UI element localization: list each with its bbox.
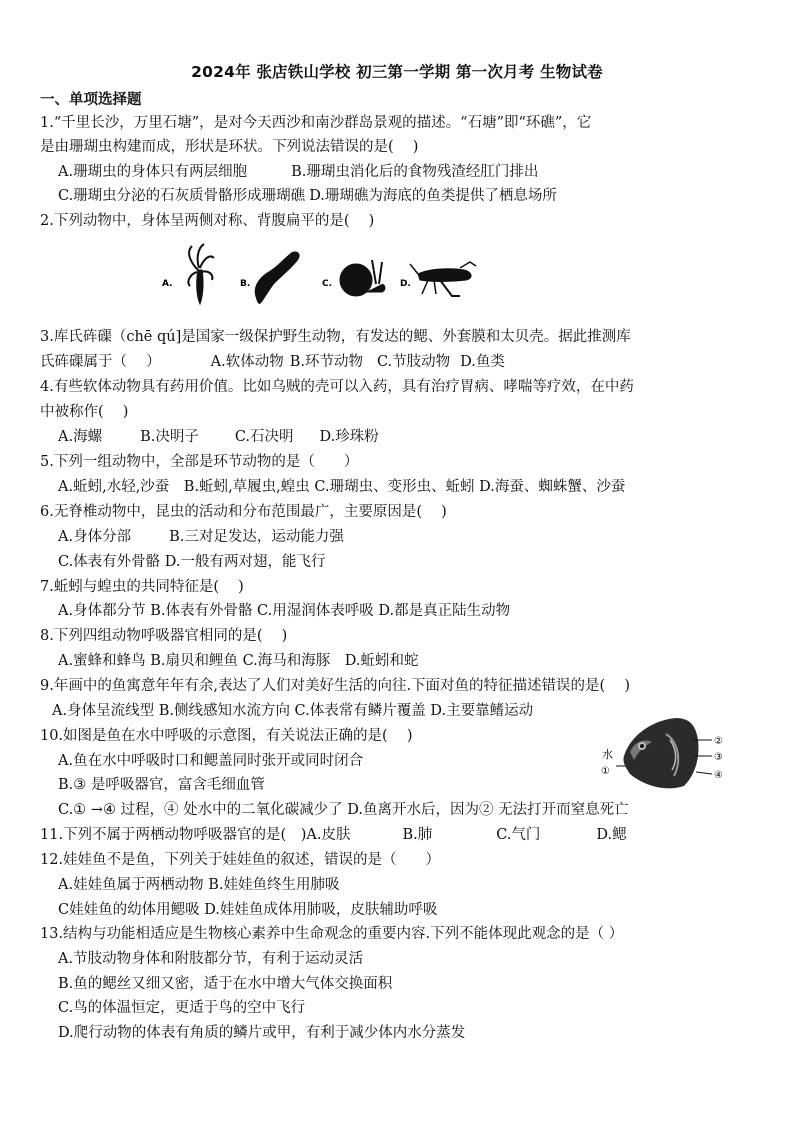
q12-stem: 12.娃娃鱼不是鱼，下列关于娃娃鱼的叙述，错误的是（ ） xyxy=(40,852,441,868)
q5-options: A.蚯蚓,水轻,沙蚕 B.蚯蚓,草履虫,蝗虫 C.珊瑚虫、变形虫、蚯蚓 D.海蚕、蜘蛛蟹、沙蚕 xyxy=(58,479,626,495)
q11-row xyxy=(40,826,627,844)
q10-option-a: A.鱼在水中呼吸时口和鳃盖同时张开或同时闭合 xyxy=(58,753,364,769)
q6-stem: 6.无脊椎动物中，昆虫的活动和分布范围最广，主要原因是( ) xyxy=(40,504,447,520)
q6-option-b: B.三对足发达，运动能力强 xyxy=(169,529,344,545)
q3-stem-line2-row xyxy=(40,353,505,371)
q11-option-c: C.气门 xyxy=(496,827,541,843)
q11-stem: 11.下列不属于两栖动物呼吸器官的是( )A.皮肤 xyxy=(40,827,351,843)
q4-option-d: D.珍珠粉 xyxy=(319,429,379,445)
q1-option-d: D.珊瑚礁为海底的鱼类提供了栖息场所 xyxy=(309,188,557,204)
q1-options-row2 xyxy=(58,187,557,205)
q2-label-b: B. xyxy=(240,279,251,289)
q3-option-a: A.软体动物 xyxy=(210,354,284,370)
q13-option-a: A.节肢动物身体和附肢都分节，有利于运动灵活 xyxy=(58,951,364,967)
fish-respiration-diagram xyxy=(600,712,730,792)
q10-options-cd: C.① →④ 过程，④ 处水中的二氧化碳减少了 D.鱼离开水后，因为② 无法打开而窒息死亡 xyxy=(58,802,629,818)
q13-option-d: D.爬行动物的体表有角质的鳞片或甲，有利于减少体内水分蒸发 xyxy=(58,1025,466,1041)
q2-label-c: C. xyxy=(322,279,333,289)
exam-title: 2024年 张店铁山学校 初三第一学期 第一次月考 生物试卷 xyxy=(191,63,603,81)
fish-head-icon xyxy=(623,718,698,788)
fish-water-label: 水 xyxy=(602,748,613,761)
q6-option-a: A.身体分部 xyxy=(58,529,132,545)
q5-stem: 5.下列一组动物中，全部是环节动物的是（ ） xyxy=(40,454,359,470)
q7-options: A.身体都分节 B.体表有外骨骼 C.用湿润体表呼吸 D.都是真正陆生动物 xyxy=(58,603,511,619)
q1-stem-line1: 1.“千里长沙，万里石塘”，是对今天西沙和南沙群岛景观的描述。“石塘”即“环礁”，它 xyxy=(40,115,592,131)
q7-stem: 7.蚯蚓与蝗虫的共同特征是( ) xyxy=(40,579,244,595)
q13-option-c: C.鸟的体温恒定，更适于鸟的空中飞行 xyxy=(58,1000,306,1016)
q2-stem: 2.下列动物中，身体呈两侧对称、背腹扁平的是( ) xyxy=(40,213,375,229)
snail-icon xyxy=(340,260,385,296)
leech-icon xyxy=(255,251,300,304)
q4-stem-line2: 中被称作( ) xyxy=(40,404,129,420)
q4-option-c: C.石决明 xyxy=(234,429,294,445)
q4-options xyxy=(58,428,379,446)
grasshopper-icon xyxy=(410,262,476,296)
q1-stem-line2: 是由珊瑚虫构建而成，形状是环状。下列说法错误的是( ) xyxy=(40,139,419,155)
q4-option-b: B.决明子 xyxy=(140,429,199,445)
q10-option-b: B.③ 是呼吸器官，富含毛细血管 xyxy=(58,777,265,793)
q3-stem-line1: 3.库氏砗磲（chē qú]是国家一级保护野生动物，有发达的鳃、外套膜和太贝壳。据此推测库 xyxy=(40,329,631,345)
q1-option-a: A.珊瑚虫的身体只有两层细胞 xyxy=(58,164,248,180)
q3-option-c: C.节肢动物 xyxy=(376,354,451,370)
q1-option-c: C.珊瑚虫分泌的石灰质骨骼形成珊瑚礁 xyxy=(58,188,306,204)
q6-options-row2: C.体表有外骨骼 D.一般有两对翅，能飞行 xyxy=(58,554,326,570)
q2-animals-figure xyxy=(160,240,480,310)
fish-label-3: ③ xyxy=(714,752,723,763)
q8-options: A.蜜蜂和蜂鸟 B.扇贝和鲤鱼 C.海马和海豚 D.蚯蚓和蛇 xyxy=(58,653,419,669)
q3-stem-line2: 氏砗磲属于（ ） xyxy=(40,354,161,370)
fish-label-1: ① xyxy=(601,766,610,777)
q4-stem-line1: 4.有些软体动物具有药用价值。比如乌贼的壳可以入药，具有治疗胃病、哮喘等疗效，在中药 xyxy=(40,379,634,395)
planarian-icon xyxy=(188,244,214,304)
q12-options-ab: A.娃娃鱼属于两栖动物 B.娃娃鱼终生用肺吸 xyxy=(58,877,340,893)
q9-stem: 9.年画中的鱼寓意年年有余,表达了人们对美好生活的向往.下面对鱼的特征描述错误的是( ) xyxy=(40,678,630,694)
q11-option-d: D.鳃 xyxy=(596,827,627,843)
q4-option-a: A.海螺 xyxy=(58,429,103,445)
q12-options-cd: C娃娃鱼的幼体用鳃吸 D.娃娃鱼成体用肺吸，皮肤辅助呼吸 xyxy=(58,902,438,918)
q11-option-b: B.肺 xyxy=(402,827,433,843)
section-heading: 一、单项选择题 xyxy=(40,92,142,108)
q2-label-d: D. xyxy=(400,279,411,289)
q3-option-d: D.鱼类 xyxy=(460,354,505,370)
fish-label-2: ② xyxy=(714,736,723,747)
q13-stem: 13.结构与功能相适应是生物核心素养中生命观念的重要内容.下列不能体现此观念的是（ ） xyxy=(40,926,624,942)
q9-options: A.身体呈流线型 B.侧线感知水流方向 C.体表常有鳞片覆盖 D.主要靠鳍运动 xyxy=(52,703,534,719)
q13-option-b: B.鱼的鳃丝又细又密，适于在水中增大气体交换面积 xyxy=(58,976,393,992)
q6-options-row1 xyxy=(58,528,344,546)
q1-option-b: B.珊瑚虫消化后的食物残渣经肛门排出 xyxy=(291,164,539,180)
q2-label-a: A. xyxy=(162,279,173,289)
q8-stem: 8.下列四组动物呼吸器官相同的是( ) xyxy=(40,628,288,644)
q10-stem: 10.如图是鱼在水中呼吸的示意图，有关说法正确的是( ) xyxy=(40,728,413,744)
q1-options-row1 xyxy=(58,163,538,181)
q3-option-b: B.环节动物 xyxy=(289,354,363,370)
fish-label-4: ④ xyxy=(714,770,723,781)
